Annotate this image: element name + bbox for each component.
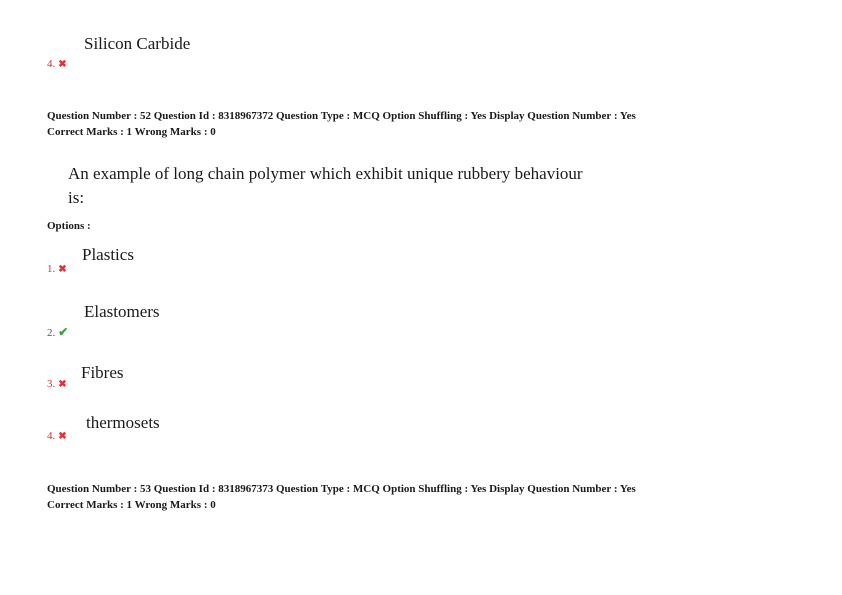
option-1-number — [47, 263, 67, 275]
question-meta-line1: Question Number : 52 Question Id : 8318967372 Question Type : MCQ Option Shuffling : Yes Display Question Number : Yes — [47, 110, 636, 122]
options-label: Options : — [47, 220, 91, 232]
option-2-number — [47, 325, 68, 340]
option-4-text: thermosets — [86, 413, 160, 432]
wrong-mark-icon: ✖ — [58, 430, 67, 442]
option-number: 2. — [47, 326, 56, 339]
wrong-mark-icon: ✖ — [58, 263, 67, 275]
prev-option-number — [47, 58, 67, 70]
question-53-meta-line1: Question Number : 53 Question Id : 8318967373 Question Type : MCQ Option Shuffling : Yes Display Question Number : Yes — [47, 483, 636, 495]
option-1-text: Plastics — [82, 245, 134, 264]
question-53-meta-line2: Correct Marks : 1 Wrong Marks : 0 — [47, 499, 216, 511]
option-3-number — [47, 378, 67, 390]
prev-option-text: Silicon Carbide — [84, 34, 191, 53]
option-number: 1. — [47, 263, 56, 275]
option-number: 4. — [47, 58, 56, 70]
option-number: 3. — [47, 378, 56, 390]
option-3-text: Fibres — [81, 363, 124, 382]
correct-check-icon: ✔ — [58, 325, 69, 339]
option-number: 4. — [47, 430, 56, 442]
option-4-number — [47, 430, 67, 442]
option-2-text: Elastomers — [84, 302, 160, 321]
question-meta-line2: Correct Marks : 1 Wrong Marks : 0 — [47, 126, 216, 138]
question-text: An example of long chain polymer which exhibit unique rubbery behaviour is: — [68, 164, 583, 207]
wrong-mark-icon: ✖ — [58, 58, 67, 70]
wrong-mark-icon: ✖ — [58, 378, 67, 390]
